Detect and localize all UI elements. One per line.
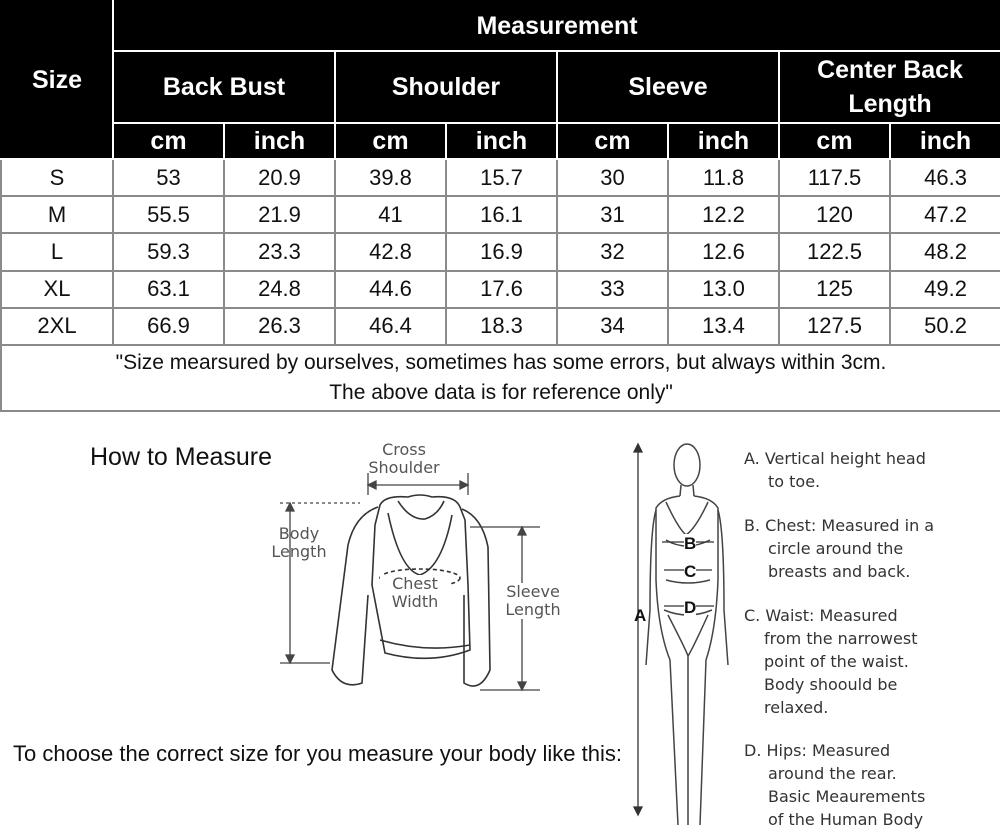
body-diagram <box>620 430 740 835</box>
unit-header: inch <box>446 123 557 159</box>
center-back-length-header <box>779 51 1000 123</box>
size-cell: S <box>1 159 113 196</box>
legend-line: B. Chest: Measured in a <box>744 516 935 535</box>
measurement-cell: 50.2 <box>890 308 1000 345</box>
measurement-cell: 59.3 <box>113 233 224 270</box>
measurement-cell: 13.4 <box>668 308 779 345</box>
size-cell: 2XL <box>1 308 113 345</box>
cross-shoulder-label <box>364 441 444 477</box>
label-line: Sleeve <box>506 582 560 601</box>
measurement-cell: 47.2 <box>890 196 1000 233</box>
measurement-cell: 117.5 <box>779 159 890 196</box>
measurement-cell: 26.3 <box>224 308 335 345</box>
human-body-icon <box>620 430 740 835</box>
size-note-line-1: "Size mearsured by ourselves, sometimes has some errors, but always within 3cm. <box>115 351 887 374</box>
measurement-cell: 12.2 <box>668 196 779 233</box>
legend-line: around the rear. <box>768 764 897 783</box>
measurement-cell: 17.6 <box>446 271 557 308</box>
measurement-cell: 13.0 <box>668 271 779 308</box>
body-label-a: A <box>634 606 647 625</box>
measurement-cell: 32 <box>557 233 668 270</box>
measurement-cell: 120 <box>779 196 890 233</box>
measurement-cell: 66.9 <box>113 308 224 345</box>
sleeve-length-label <box>500 583 566 619</box>
legend-line: C. Waist: Measured <box>744 606 898 625</box>
measurement-cell: 12.6 <box>668 233 779 270</box>
size-chart-table <box>0 0 1000 412</box>
legend-line: A. Vertical height head <box>744 449 926 468</box>
legend-line: D. Hips: Measured <box>744 741 891 760</box>
legend-line: Body shoould be <box>764 675 898 694</box>
legend-d <box>744 739 925 831</box>
label-line: Shoulder <box>368 458 440 477</box>
center-back-line-2: Length <box>848 90 932 118</box>
legend-line: point of the waist. <box>764 652 909 671</box>
measurement-cell: 49.2 <box>890 271 1000 308</box>
measurement-cell: 46.4 <box>335 308 446 345</box>
size-rows <box>1 159 1000 345</box>
measurement-cell: 31 <box>557 196 668 233</box>
unit-header: cm <box>779 123 890 159</box>
legend-line: to toe. <box>768 472 821 491</box>
label-line: Width <box>391 592 439 611</box>
label-line: Length <box>271 542 327 561</box>
measurement-cell: 16.1 <box>446 196 557 233</box>
measurement-cell: 16.9 <box>446 233 557 270</box>
measure-instruction: To choose the correct size for you measure your body like this: <box>13 741 622 766</box>
chest-width-label <box>380 575 450 611</box>
measurement-header: Measurement <box>113 1 1000 51</box>
measurement-cell: 44.6 <box>335 271 446 308</box>
legend-line: from the narrowest <box>764 629 918 648</box>
body-label-d: D <box>684 598 697 617</box>
measurement-cell: 33 <box>557 271 668 308</box>
label-line: Chest <box>392 574 438 593</box>
size-note <box>1 345 1000 411</box>
measurement-cell: 21.9 <box>224 196 335 233</box>
center-back-line-1: Center Back <box>817 56 963 84</box>
size-column-header: Size <box>1 1 113 159</box>
unit-header: inch <box>224 123 335 159</box>
table-row <box>1 308 1000 345</box>
legend-line: breasts and back. <box>768 562 911 581</box>
legend-line: Basic Meaurements <box>768 787 926 806</box>
unit-header: inch <box>668 123 779 159</box>
label-line: Body <box>278 524 320 543</box>
unit-header: cm <box>335 123 446 159</box>
how-to-measure-title: How to Measure <box>90 443 273 471</box>
size-cell: M <box>1 196 113 233</box>
measurement-cell: 127.5 <box>779 308 890 345</box>
measurement-cell: 34 <box>557 308 668 345</box>
measurement-cell: 11.8 <box>668 159 779 196</box>
legend-line: circle around the <box>768 539 904 558</box>
back-bust-header: Back Bust <box>113 51 335 123</box>
label-line: Cross <box>382 440 426 459</box>
body-label-b: B <box>684 534 697 553</box>
size-note-line-2: The above data is for reference only" <box>329 381 673 404</box>
sweater-diagram <box>260 435 580 705</box>
table-row <box>1 159 1000 196</box>
table-row <box>1 271 1000 308</box>
unit-header: inch <box>890 123 1000 159</box>
measurement-cell: 122.5 <box>779 233 890 270</box>
measurement-cell: 24.8 <box>224 271 335 308</box>
measurement-cell: 53 <box>113 159 224 196</box>
measurement-cell: 15.7 <box>446 159 557 196</box>
body-label-c: C <box>684 562 697 581</box>
size-cell: L <box>1 233 113 270</box>
measurement-cell: 48.2 <box>890 233 1000 270</box>
measurement-cell: 46.3 <box>890 159 1000 196</box>
table-row <box>1 196 1000 233</box>
legend-line: of the Human Body <box>768 810 924 829</box>
measurement-cell: 18.3 <box>446 308 557 345</box>
measurement-cell: 55.5 <box>113 196 224 233</box>
legend-b <box>744 514 934 583</box>
legend-line: relaxed. <box>764 698 829 717</box>
unit-header: cm <box>557 123 668 159</box>
measurement-cell: 125 <box>779 271 890 308</box>
measurement-cell: 30 <box>557 159 668 196</box>
size-cell: XL <box>1 271 113 308</box>
unit-header: cm <box>113 123 224 159</box>
table-row <box>1 233 1000 270</box>
measurement-cell: 23.3 <box>224 233 335 270</box>
measurement-cell: 41 <box>335 196 446 233</box>
sleeve-header: Sleeve <box>557 51 779 123</box>
measurement-cell: 63.1 <box>113 271 224 308</box>
measurement-cell: 20.9 <box>224 159 335 196</box>
measurement-cell: 42.8 <box>335 233 446 270</box>
shoulder-header: Shoulder <box>335 51 557 123</box>
body-length-label <box>264 525 334 561</box>
legend-a <box>744 447 926 493</box>
legend-c <box>744 604 917 719</box>
label-line: Length <box>505 600 561 619</box>
measurement-cell: 39.8 <box>335 159 446 196</box>
